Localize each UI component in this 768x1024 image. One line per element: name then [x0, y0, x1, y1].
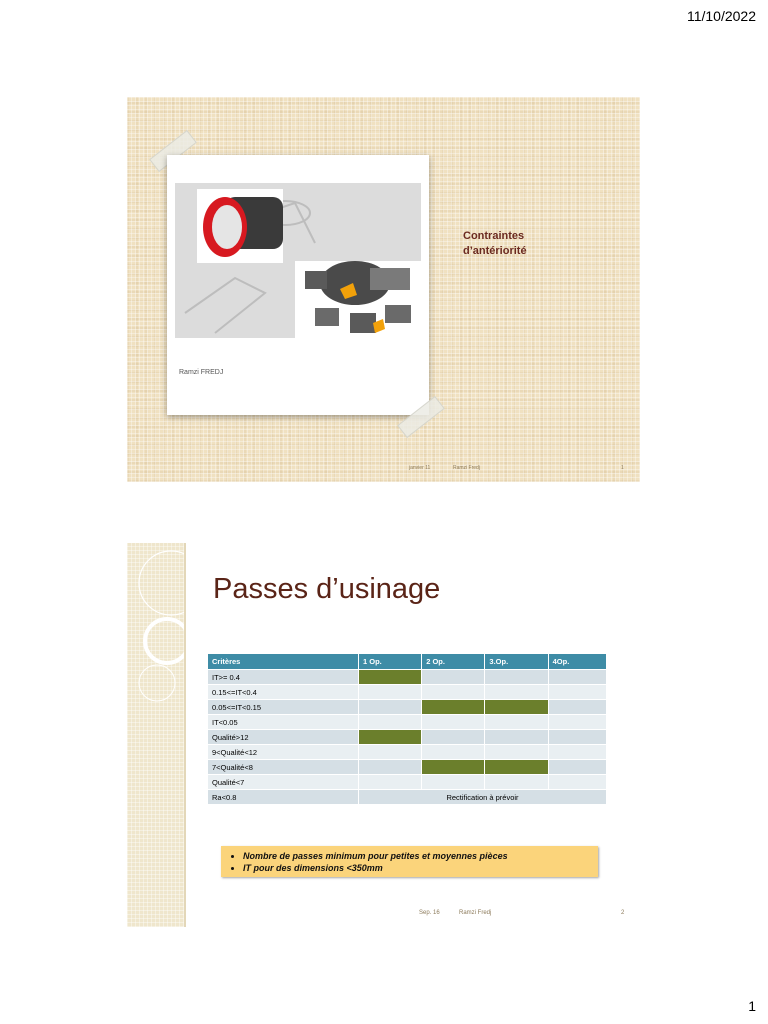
op-cell	[422, 730, 484, 744]
table-row	[208, 790, 606, 804]
sidebar-edge	[184, 543, 186, 927]
op-cell	[549, 760, 606, 774]
tooling-image-icon	[175, 183, 421, 338]
row-label: 0.05<=IT<0.15	[208, 700, 358, 714]
table-row	[208, 745, 606, 759]
op-cell	[359, 700, 421, 714]
slide-2	[127, 543, 640, 927]
note-item: • IT pour des dimensions <350mm	[243, 862, 598, 874]
op-cell	[359, 745, 421, 759]
slide-1-title	[463, 229, 623, 259]
op-cell	[485, 730, 547, 744]
op-cell	[549, 670, 606, 684]
op-cell	[485, 715, 547, 729]
header-3op: 3.Op.	[485, 654, 547, 669]
op-cell	[549, 775, 606, 789]
slide-1-footer-page: 1	[621, 465, 624, 471]
op-cell	[485, 760, 547, 774]
slide-2-footer-author: Ramzi Fredj	[459, 910, 492, 916]
op-cell	[422, 745, 484, 759]
author-name: Ramzi FREDJ	[179, 369, 224, 376]
op-cell	[485, 775, 547, 789]
tooling-illustration	[175, 183, 421, 338]
decorative-sidebar	[127, 543, 184, 927]
op-cell	[422, 715, 484, 729]
row-label: IT>= 0.4	[208, 670, 358, 684]
op-cell	[422, 685, 484, 699]
slide-1	[127, 97, 640, 482]
op-cell	[485, 685, 547, 699]
slide-2-footer-date: Sep. 16	[419, 910, 440, 916]
header-2op: 2 Op.	[422, 654, 484, 669]
table-header-row	[208, 654, 606, 669]
table-row	[208, 700, 606, 714]
table-row	[208, 670, 606, 684]
row-label: IT<0.05	[208, 715, 358, 729]
row-label: 9<Qualité<12	[208, 745, 358, 759]
op-cell	[422, 670, 484, 684]
op-cell	[549, 745, 606, 759]
decorative-circles-icon	[127, 543, 184, 927]
op-cell	[359, 775, 421, 789]
table-row	[208, 730, 606, 744]
op-cell	[359, 670, 421, 684]
header-1op: 1 Op.	[359, 654, 421, 669]
row-label: 0.15<=IT<0.4	[208, 685, 358, 699]
note-box	[221, 846, 598, 877]
row-label: Qualité<7	[208, 775, 358, 789]
op-cell	[549, 685, 606, 699]
row-label: Ra<0.8	[208, 790, 358, 804]
op-cell	[422, 700, 484, 714]
header-4op: 4Op.	[549, 654, 606, 669]
slide-1-footer-author: Ramzi Fredj	[453, 465, 480, 471]
op-cell	[422, 775, 484, 789]
table-row	[208, 760, 606, 774]
table-row	[208, 715, 606, 729]
photo-card	[167, 155, 429, 415]
op-cell	[549, 700, 606, 714]
op-cell	[485, 745, 547, 759]
slide-2-footer-page: 2	[621, 910, 625, 916]
table-row	[208, 685, 606, 699]
header-criteres: Critères	[208, 654, 358, 669]
page-date: 11/10/2022	[686, 8, 756, 24]
rectification-cell: Rectification à prévoir	[359, 790, 606, 804]
slide-1-title-line-1: Contraintes	[463, 230, 525, 242]
op-cell	[485, 670, 547, 684]
page-number: 1	[748, 998, 756, 1014]
slide-1-title-line-2: d’antériorité	[463, 245, 527, 257]
op-cell	[359, 730, 421, 744]
row-label: 7<Qualité<8	[208, 760, 358, 774]
op-cell	[549, 715, 606, 729]
criteria-table	[207, 653, 607, 805]
slide-1-footer-date: janvier 11	[409, 465, 431, 471]
note-item: • Nombre de passes minimum pour petites et moyennes pièces	[243, 850, 598, 862]
op-cell	[359, 760, 421, 774]
op-cell	[422, 760, 484, 774]
row-label: Qualité>12	[208, 730, 358, 744]
op-cell	[549, 730, 606, 744]
op-cell	[359, 715, 421, 729]
slide-2-title: Passes d’usinage	[213, 573, 441, 605]
op-cell	[359, 685, 421, 699]
table-row	[208, 775, 606, 789]
op-cell	[485, 700, 547, 714]
